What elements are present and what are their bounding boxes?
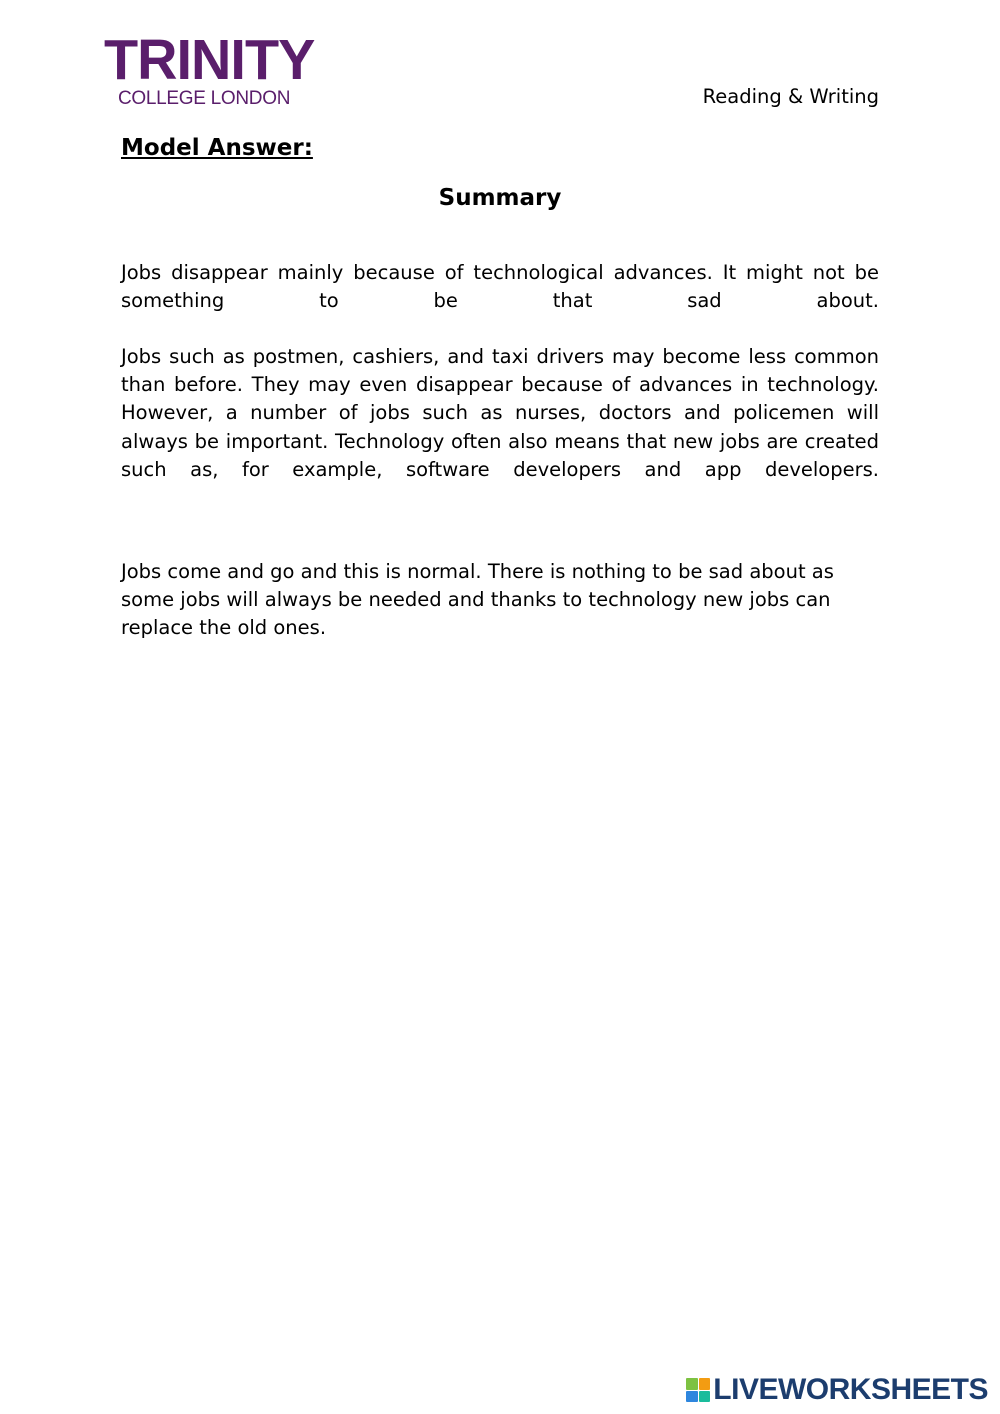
icon-square-4 (699, 1391, 711, 1403)
model-answer-heading: Model Answer: (121, 135, 313, 161)
liveworksheets-brand (686, 1372, 988, 1408)
liveworksheets-logo-icon (686, 1378, 710, 1402)
section-label: Reading & Writing (702, 85, 879, 108)
paragraph-2: Jobs such as postmen, cashiers, and taxi drivers may become less common than before. They may even disappear because of advances in technology. However, a number of jobs such as nurses, doctors and policemen will always be important. Technology often also means that new jobs are created such as, for example, software developers and app developers. (121, 345, 879, 481)
logo-main-text: TRINITY (104, 28, 315, 92)
icon-square-2 (699, 1378, 711, 1390)
summary-title: Summary (438, 185, 562, 211)
icon-square-1 (686, 1378, 698, 1390)
logo-sub-text: COLLEGE LONDON (118, 88, 291, 109)
liveworksheets-wordmark: LIVEWORKSHEETS (713, 1373, 988, 1406)
icon-square-3 (686, 1391, 698, 1403)
paragraph-3: Jobs come and go and this is normal. There is nothing to be sad about as some jobs will always be needed and thanks to technology new jobs can replace the old ones. (121, 560, 834, 640)
trinity-college-logo (104, 28, 354, 110)
paragraph-1: Jobs disappear mainly because of technological advances. It might not be something to be that sad about. (121, 261, 879, 313)
